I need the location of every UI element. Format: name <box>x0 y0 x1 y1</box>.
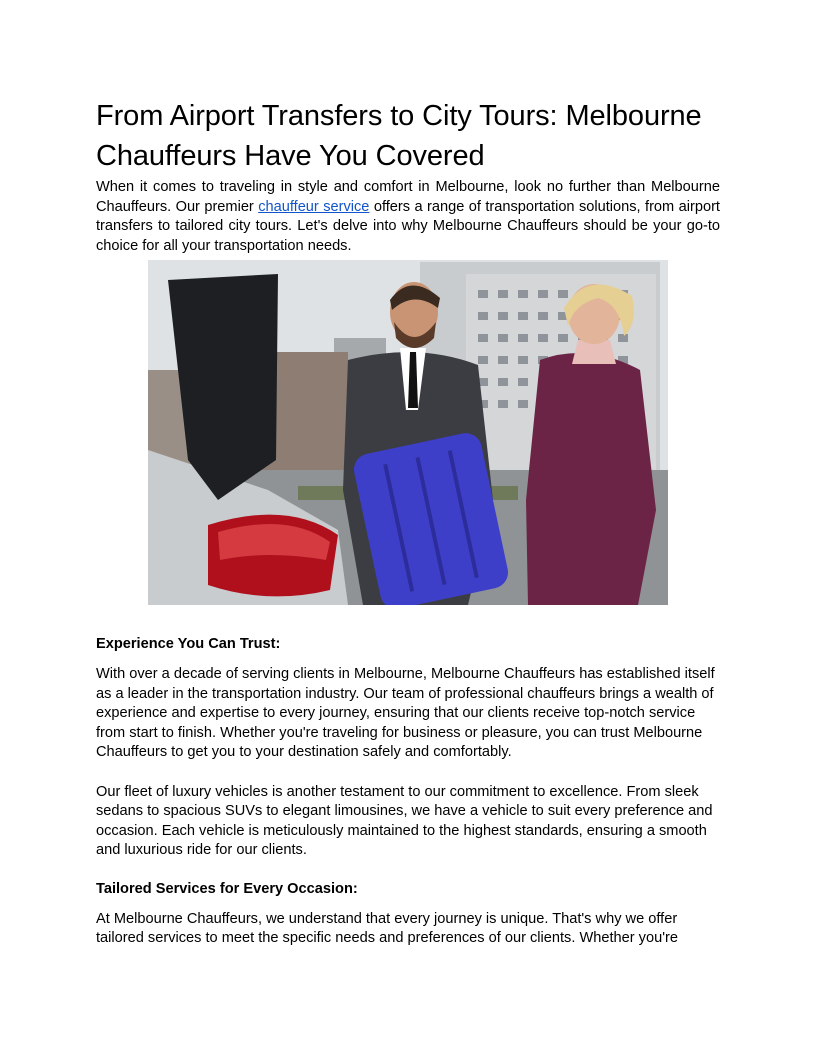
section-heading-tailored: Tailored Services for Every Occasion: <box>96 880 358 897</box>
intro-text-start: When it comes to traveling in style and comfort in Melbourne, look no further than Melbourne Chauffeurs. Our premier <box>96 179 720 215</box>
intro-paragraph <box>96 178 720 256</box>
photo-illustration <box>148 260 668 605</box>
chauffeur-service-link[interactable]: chauffeur service <box>258 198 370 215</box>
page-title: From Airport Transfers to City Tours: Melbourne Chauffeurs Have You Covered <box>96 100 702 172</box>
section-heading-experience: Experience You Can Trust: <box>96 636 281 653</box>
experience-paragraph-2: Our fleet of luxury vehicles is another testament to our commitment to excellence. From sleek sedans to spacious SUVs to elegant limousines, we have a vehicle to suit every preference and occasion. Each vehicle is meticulously maintained to the highest standards, ensuring a smooth and luxurious ride for our clients. <box>96 783 713 859</box>
chauffeur-photo <box>148 260 668 605</box>
document-page <box>96 96 720 949</box>
tailored-paragraph-1: At Melbourne Chauffeurs, we understand that every journey is unique. That's why we offer tailored services to meet the specific needs and preferences of our clients. Whether you're <box>96 910 678 947</box>
intro-text-end: offers a range of transportation solutions, from airport transfers to tailored city tours. Let's delve into why Melbourne Chauffeurs should be your go-to choice for all your transportation needs. <box>96 198 720 254</box>
experience-paragraph-1: With over a decade of serving clients in Melbourne, Melbourne Chauffeurs has established itself as a leader in the transportation industry. Our team of professional chauffeurs brings a wealth of experience and expertise to every journey, ensuring that our clients receive top-notch service from start to finish. Whether you're traveling for business or pleasure, you can trust Melbourne Chauffeurs to get you to your destination safely and comfortably. <box>96 665 715 761</box>
